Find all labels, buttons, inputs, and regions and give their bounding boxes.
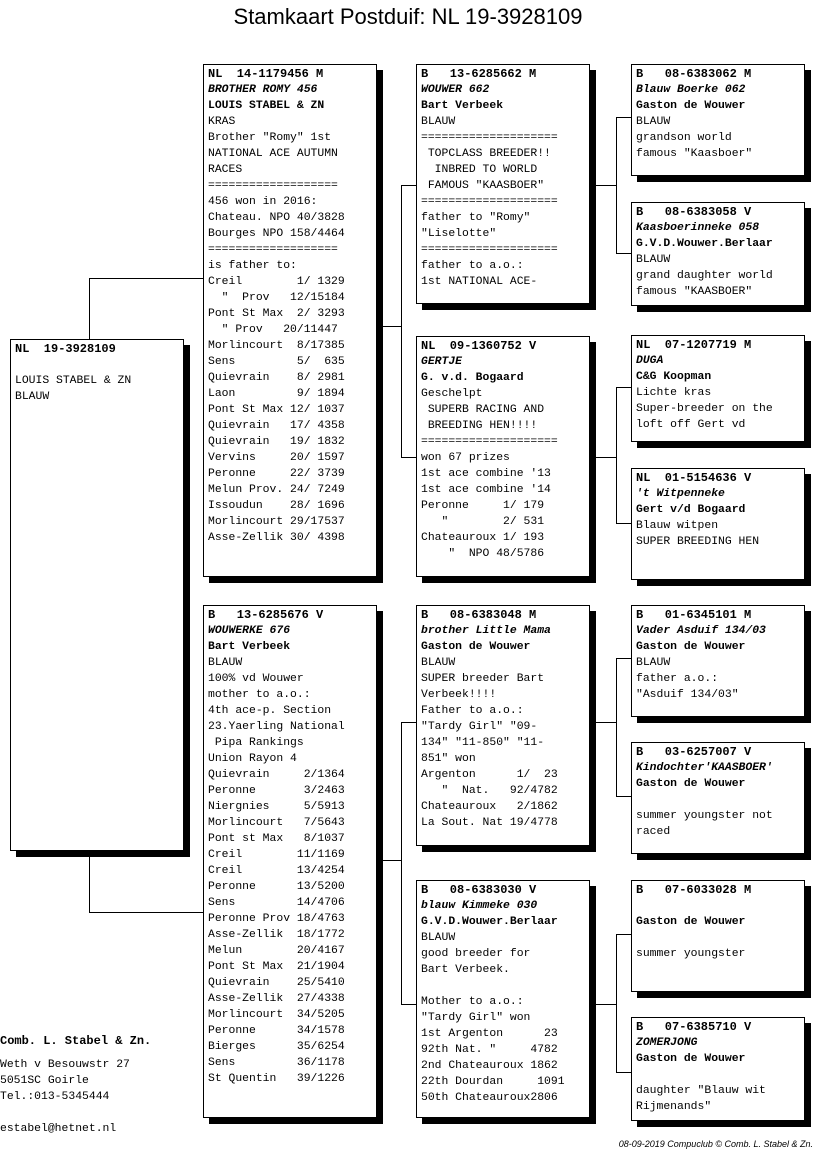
connector-line xyxy=(616,658,632,659)
sss-card xyxy=(631,64,805,176)
info-line: 22th Dourdan 1091 xyxy=(421,1076,565,1088)
info-line: 92th Nat. " 4782 xyxy=(421,1044,558,1056)
info-line: " 2/ 531 xyxy=(421,516,545,528)
pigeon-name: Blauw Boerke 062 xyxy=(636,84,746,96)
connector-line xyxy=(616,1072,632,1073)
connector-line xyxy=(89,278,90,340)
info-line: " Prov 12/15184 xyxy=(208,292,345,304)
connector-line xyxy=(616,253,632,254)
pigeon-name: Vader Asduif 134/03 xyxy=(636,625,766,637)
connector-line xyxy=(616,934,617,1072)
info-line: 1st Argenton 23 xyxy=(421,1028,558,1040)
info-line: daughter "Blauw wit xyxy=(636,1085,766,1097)
info-line: KRAS xyxy=(208,116,236,128)
sds-card xyxy=(631,335,805,442)
connector-line xyxy=(616,117,632,118)
info-line: 456 won in 2016: xyxy=(208,196,318,208)
club-footer xyxy=(0,1033,151,1137)
info-line: " Prov 20/11447 xyxy=(208,324,338,336)
info-line: 851" won xyxy=(421,753,476,765)
pigeon-name: DUGA xyxy=(636,355,664,367)
info-line: BLAUW xyxy=(636,254,671,266)
connector-line xyxy=(377,326,401,327)
info-line: Creil 1/ 1329 xyxy=(208,276,345,288)
info-line: =================== xyxy=(208,244,338,256)
info-line: Rijmenands" xyxy=(636,1101,712,1113)
info-line: 2nd Chateauroux 1862 xyxy=(421,1060,558,1072)
info-line: "Tardy Girl" won xyxy=(421,1012,531,1024)
info-line: BLAUW xyxy=(421,657,456,669)
connector-line xyxy=(616,934,632,935)
connector-line xyxy=(616,523,632,524)
connector-line xyxy=(89,851,90,912)
owner: C&G Koopman xyxy=(636,371,712,383)
connector-line xyxy=(616,387,617,523)
info-line: St Quentin 39/1226 xyxy=(208,1073,345,1085)
email[interactable]: estabel@hetnet.nl xyxy=(0,1123,117,1135)
info-line: Pont st Max 8/1037 xyxy=(208,833,345,845)
ring-number: B 08-6383058 V xyxy=(636,205,752,219)
connector-line xyxy=(401,1004,417,1005)
ring-number: NL 14-1179456 M xyxy=(208,67,324,81)
info-line: RACES xyxy=(208,164,243,176)
info-line: Laon 9/ 1894 xyxy=(208,388,345,400)
info-line: Geschelpt xyxy=(421,388,483,400)
info-line: father to a.o.: xyxy=(421,260,524,272)
credit-line: 08-09-2019 Compuclub © Comb. L. Stabel & Zn. xyxy=(618,1139,813,1149)
ring-number: B 13-6285676 V xyxy=(208,608,324,622)
ring-number: NL 19-3928109 xyxy=(15,342,116,356)
info-line xyxy=(421,978,586,994)
connector-line xyxy=(590,185,616,186)
info-line: "Liselotte" xyxy=(421,228,497,240)
info-line: SUPERB RACING AND xyxy=(421,404,545,416)
info-line: Morlincourt 7/5643 xyxy=(208,817,345,829)
address: Weth v Besouwstr 27 xyxy=(0,1059,130,1071)
info-line: Quievrain 2/1364 xyxy=(208,769,345,781)
info-line: Mother to a.o.: xyxy=(421,996,524,1008)
info-line: TOPCLASS BREEDER!! xyxy=(421,148,551,160)
info-line xyxy=(636,792,801,808)
connector-line xyxy=(401,457,417,458)
info-line: Bourges NPO 158/4464 xyxy=(208,228,345,240)
info-line: Morlincourt 29/17537 xyxy=(208,516,345,528)
info-line: father to "Romy" xyxy=(421,212,531,224)
owner: Gert v/d Bogaard xyxy=(636,504,746,516)
info-line: grand daughter world xyxy=(636,270,773,282)
pigeon-name: Kaasboerinneke 058 xyxy=(636,222,760,234)
owner: G.V.D.Wouwer.Berlaar xyxy=(636,238,773,250)
owner: Bart Verbeek xyxy=(421,100,504,112)
ring-number: B 08-6383062 M xyxy=(636,67,752,81)
info-line: La Sout. Nat 19/4778 xyxy=(421,817,558,829)
info-line: summer youngster xyxy=(636,948,746,960)
info-line: Creil 13/4254 xyxy=(208,865,345,877)
info-line: Peronne 3/2463 xyxy=(208,785,345,797)
info-line: ==================== xyxy=(421,244,558,256)
pigeon-name: 't Witpenneke xyxy=(636,488,725,500)
info-line: Asse-Zellik 27/4338 xyxy=(208,993,345,1005)
pigeon-name: Kindochter'KAASBOER' xyxy=(636,762,773,774)
dam-dam-card xyxy=(416,880,590,1118)
info-line: BREEDING HEN!!!! xyxy=(421,420,538,432)
info-line: Creil 11/1169 xyxy=(208,849,345,861)
dds-card xyxy=(631,880,805,992)
pigeon-name: WOUWER 662 xyxy=(421,84,490,96)
info-line: Bierges 35/6254 xyxy=(208,1041,345,1053)
ddd-card xyxy=(631,1017,805,1121)
info-line: " Nat. 92/4782 xyxy=(421,785,558,797)
connector-line xyxy=(590,1004,616,1005)
info-line: Chateauroux 1/ 193 xyxy=(421,532,545,544)
connector-line xyxy=(616,658,617,796)
info-line: Pont St Max 21/1904 xyxy=(208,961,345,973)
info-line: 100% vd Wouwer xyxy=(208,673,304,685)
ring-number: B 01-6345101 M xyxy=(636,608,752,622)
info-line: Bart Verbeek. xyxy=(421,964,510,976)
info-line: won 67 prizes xyxy=(421,452,510,464)
blank-line xyxy=(636,898,801,914)
info-line: Super-breeder on the xyxy=(636,403,773,415)
info-line: Asse-Zellik 18/1772 xyxy=(208,929,345,941)
connector-line xyxy=(616,387,632,388)
info-line: ==================== xyxy=(421,196,558,208)
info-line: BLAUW xyxy=(636,657,671,669)
ring-number: NL 09-1360752 V xyxy=(421,339,537,353)
pigeon-name: ZOMERJONG xyxy=(636,1037,698,1049)
owner: G.V.D.Wouwer.Berlaar xyxy=(421,916,558,928)
info-line: "Tardy Girl" "09- xyxy=(421,721,538,733)
dam-sire-card xyxy=(416,605,590,846)
sdd-card xyxy=(631,468,805,580)
info-line: Peronne 34/1578 xyxy=(208,1025,345,1037)
info-line: 50th Chateauroux2806 xyxy=(421,1092,558,1104)
info-line: Quievrain 19/ 1832 xyxy=(208,436,345,448)
page-title: Stamkaart Postduif: NL 19-3928109 xyxy=(233,4,583,29)
city: 5051SC Goirle xyxy=(0,1075,89,1087)
dss-card xyxy=(631,605,805,717)
sire-card xyxy=(203,64,377,577)
ring-number: NL 01-5154636 V xyxy=(636,471,752,485)
owner: Gaston de Wouwer xyxy=(636,1053,746,1065)
info-line: BLAUW xyxy=(636,116,671,128)
info-line: is father to: xyxy=(208,260,297,272)
info-line: Melun 20/4167 xyxy=(208,945,345,957)
info-line: Pont St Max 2/ 3293 xyxy=(208,308,345,320)
info-line: 1st ace combine '13 xyxy=(421,468,551,480)
connector-line xyxy=(401,722,417,723)
info-line: 134" "11-850" "11- xyxy=(421,737,545,749)
connector-line xyxy=(401,185,402,457)
owner: Gaston de Wouwer xyxy=(636,778,746,790)
info-line: Asse-Zellik 30/ 4398 xyxy=(208,532,345,544)
info-line: BLAUW xyxy=(421,116,456,128)
info-line: ==================== xyxy=(421,132,558,144)
subject-card xyxy=(10,339,184,851)
connector-line xyxy=(590,457,616,458)
info-line: =================== xyxy=(208,180,338,192)
info-line: famous "KAASBOER" xyxy=(636,286,753,298)
info-line: Verbeek!!!! xyxy=(421,689,497,701)
owner: Gaston de Wouwer xyxy=(421,641,531,653)
pigeon-name: blauw Kimmeke 030 xyxy=(421,900,538,912)
info-line: Morlincourt 34/5205 xyxy=(208,1009,345,1021)
info-line: Union Rayon 4 xyxy=(208,753,297,765)
info-line: Vervins 20/ 1597 xyxy=(208,452,345,464)
ring-number: NL 07-1207719 M xyxy=(636,338,752,352)
connector-line xyxy=(89,912,204,913)
owner: LOUIS STABEL & ZN xyxy=(208,100,325,112)
info-line: FAMOUS "KAASBOER" xyxy=(421,180,545,192)
connector-line xyxy=(616,117,617,253)
info-line xyxy=(636,930,801,946)
info-line: NATIONAL ACE AUTUMN xyxy=(208,148,338,160)
phone: Tel.:013-5345444 xyxy=(0,1091,110,1103)
info-line: Blauw witpen xyxy=(636,520,719,532)
sire-sire-card xyxy=(416,64,590,304)
info-line: ==================== xyxy=(421,436,558,448)
sire-dam-card xyxy=(416,336,590,577)
info-line: Chateauroux 2/1862 xyxy=(421,801,558,813)
ring-number: B 13-6285662 M xyxy=(421,67,537,81)
owner: LOUIS STABEL & ZN xyxy=(15,375,132,387)
info-line: Brother "Romy" 1st xyxy=(208,132,332,144)
info-line: Sens 36/1178 xyxy=(208,1057,345,1069)
info-line: raced xyxy=(636,826,671,838)
connector-line xyxy=(616,796,632,797)
owner: Gaston de Wouwer xyxy=(636,641,746,653)
info-line: good breeder for xyxy=(421,948,531,960)
owner: Gaston de Wouwer xyxy=(636,916,746,928)
info-line: Quievrain 8/ 2981 xyxy=(208,372,345,384)
info-line: Peronne 13/5200 xyxy=(208,881,345,893)
connector-line xyxy=(89,278,204,279)
owner: Bart Verbeek xyxy=(208,641,291,653)
info-line: Peronne 22/ 3739 xyxy=(208,468,345,480)
color: BLAUW xyxy=(15,391,50,403)
info-line: Chateau. NPO 40/3828 xyxy=(208,212,345,224)
info-line: father a.o.: xyxy=(636,673,719,685)
dsd-card xyxy=(631,742,805,854)
info-line: Pipa Rankings xyxy=(208,737,304,749)
pigeon-name: brother Little Mama xyxy=(421,625,551,637)
info-line: loft off Gert vd xyxy=(636,419,746,431)
pigeon-name: GERTJE xyxy=(421,356,463,368)
info-line: Quievrain 25/5410 xyxy=(208,977,345,989)
info-line: 23.Yaerling National xyxy=(208,721,345,733)
owner: Gaston de Wouwer xyxy=(636,100,746,112)
connector-line xyxy=(590,722,616,723)
ring-number: B 07-6033028 M xyxy=(636,883,752,897)
info-line: 4th ace-p. Section xyxy=(208,705,332,717)
info-line: summer youngster not xyxy=(636,810,773,822)
info-line: Melun Prov. 24/ 7249 xyxy=(208,484,345,496)
info-line: famous "Kaasboer" xyxy=(636,148,753,160)
ring-number: B 07-6385710 V xyxy=(636,1020,752,1034)
info-line: " NPO 48/5786 xyxy=(421,548,545,560)
info-line: Morlincourt 8/17385 xyxy=(208,340,345,352)
info-line: grandson world xyxy=(636,132,732,144)
info-line: Peronne Prov 18/4763 xyxy=(208,913,345,925)
ring-number: B 08-6383048 M xyxy=(421,608,537,622)
connector-line xyxy=(401,722,402,1004)
info-line: Father to a.o.: xyxy=(421,705,524,717)
info-line: Niergnies 5/5913 xyxy=(208,801,345,813)
info-line: Pont St Max 12/ 1037 xyxy=(208,404,345,416)
info-line xyxy=(636,1067,801,1083)
info-line: Sens 14/4706 xyxy=(208,897,345,909)
info-line: 1st NATIONAL ACE- xyxy=(421,276,538,288)
ring-number: B 03-6257007 V xyxy=(636,745,752,759)
info-line: Lichte kras xyxy=(636,387,712,399)
club-name: Comb. L. Stabel & Zn. xyxy=(0,1034,152,1048)
info-line: INBRED TO WORLD xyxy=(421,164,538,176)
dam-card xyxy=(203,605,377,1118)
info-line: SUPER BREEDING HEN xyxy=(636,536,760,548)
info-line: Issoudun 28/ 1696 xyxy=(208,500,345,512)
connector-line xyxy=(377,860,401,861)
info-line: 1st ace combine '14 xyxy=(421,484,551,496)
ssd-card xyxy=(631,202,805,306)
info-line: "Asduif 134/03" xyxy=(636,689,739,701)
info-line: Peronne 1/ 179 xyxy=(421,500,545,512)
pigeon-name: WOUWERKE 676 xyxy=(208,625,291,637)
info-line: Argenton 1/ 23 xyxy=(421,769,558,781)
info-line: BLAUW xyxy=(421,932,456,944)
owner: G. v.d. Bogaard xyxy=(421,372,524,384)
info-line: SUPER breeder Bart xyxy=(421,673,545,685)
pigeon-name: BROTHER ROMY 456 xyxy=(208,84,318,96)
info-line: mother to a.o.: xyxy=(208,689,311,701)
info-line: BLAUW xyxy=(208,657,243,669)
ring-number: B 08-6383030 V xyxy=(421,883,537,897)
info-line: Quievrain 17/ 4358 xyxy=(208,420,345,432)
info-line: Sens 5/ 635 xyxy=(208,356,345,368)
connector-line xyxy=(401,185,417,186)
